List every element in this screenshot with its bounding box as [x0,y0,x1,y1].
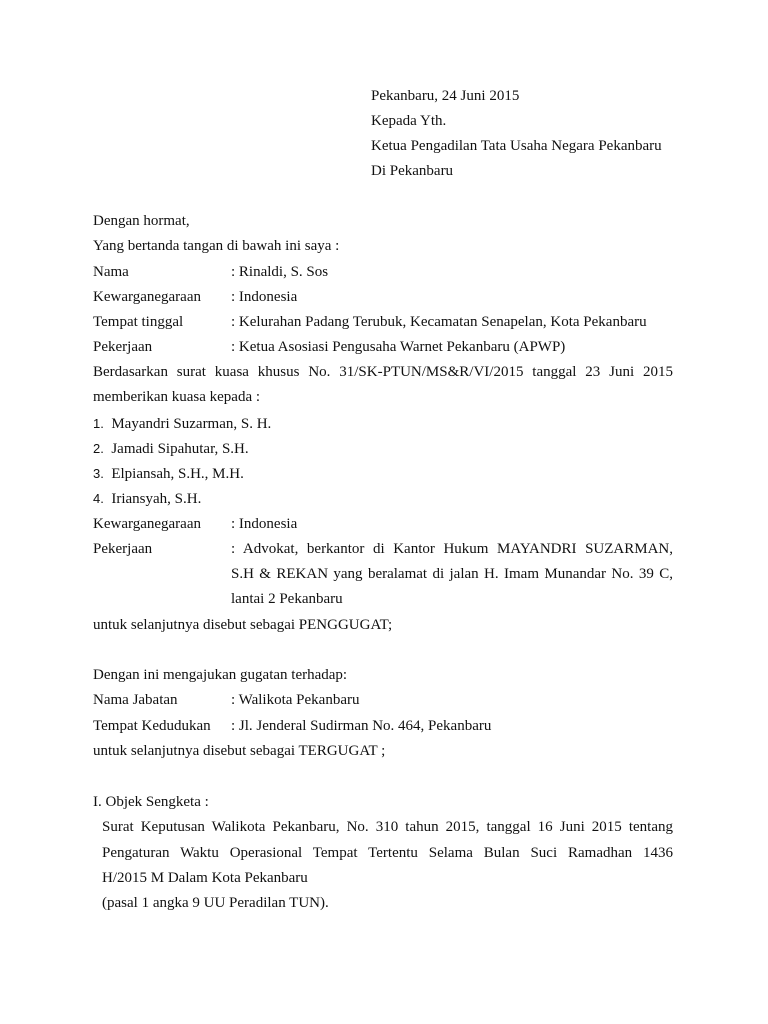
list-number: 2. [93,441,104,456]
defendant-position-label: Nama Jabatan [93,692,178,708]
defendant-seat-label: Tempat Kedudukan [93,718,211,734]
lawyer-citizenship-value: : Indonesia [231,516,298,532]
lawyer-item [93,440,249,458]
lawyer-item [93,465,244,483]
lawyer-item [93,415,271,433]
defendant-position-value: : Walikota Pekanbaru [231,692,360,708]
dispute-text-line-1: Surat Keputusan Walikota Pekanbaru, No. 310 tahun 2015, tanggal 16 Juni 2015 tentang [102,819,673,835]
lawyer-job-line-1: : Advokat, berkantor di Kantor Hukum MAYANDRI SUZARMAN, [231,541,673,557]
addressee-location: Di Pekanbaru [371,163,454,179]
lawyer-item [93,490,201,508]
lawyer-citizenship-label: Kewarganegaraan [93,516,201,532]
addressee-to: Kepada Yth. [371,113,447,129]
dispute-text-line-4: (pasal 1 angka 9 UU Peradilan TUN). [102,895,329,911]
list-number: 3. [93,466,104,481]
lawyer-job-label: Pekerjaan [93,541,153,557]
list-number: 4. [93,491,104,506]
lawyer-job-line-2: S.H & REKAN yang beralamat di jalan H. Imam Munandar No. 39 C, [231,566,673,582]
plaintiff-job-label: Pekerjaan [93,339,153,355]
plaintiff-citizenship-value: : Indonesia [231,289,298,305]
addressee-recipient: Ketua Pengadilan Tata Usaha Negara Pekanbaru [371,138,662,154]
poa-text-line-2: memberikan kuasa kepada : [93,389,261,405]
intro-text: Yang bertanda tangan di bawah ini saya : [93,238,340,254]
plaintiff-residence-label: Tempat tinggal [93,314,184,330]
lawyer-name: Mayandri Suzarman, S. H. [111,416,272,432]
poa-text-line-1: Berdasarkan surat kuasa khusus No. 31/SK-PTUN/MS&R/VI/2015 tanggal 23 Juni 2015 [93,364,673,380]
dispute-text-line-3: H/2015 M Dalam Kota Pekanbaru [102,870,308,886]
place-date: Pekanbaru, 24 Juni 2015 [371,88,520,104]
defendant-designation: untuk selanjutnya disebut sebagai TERGUGAT ; [93,743,386,759]
lawyer-job-line-3: lantai 2 Pekanbaru [231,591,343,607]
lawyer-name: Elpiansah, S.H., M.H. [111,466,244,482]
dispute-text-line-2: Pengaturan Waktu Operasional Tempat Tertentu Selama Bulan Suci Ramadhan 1436 [102,845,673,861]
salutation: Dengan hormat, [93,213,190,229]
defendant-seat-value: : Jl. Jenderal Sudirman No. 464, Pekanbaru [231,718,492,734]
list-number: 1. [93,416,104,431]
plaintiff-citizenship-label: Kewarganegaraan [93,289,201,305]
plaintiff-name-value: : Rinaldi, S. Sos [231,264,329,280]
dispute-heading: I. Objek Sengketa : [93,794,209,810]
defendant-intro: Dengan ini mengajukan gugatan terhadap: [93,667,348,683]
plaintiff-name-label: Nama [93,264,129,280]
lawyer-name: Iriansyah, S.H. [111,491,202,507]
plaintiff-job-value: : Ketua Asosiasi Pengusaha Warnet Pekanbaru (APWP) [231,339,566,355]
plaintiff-residence-value: : Kelurahan Padang Terubuk, Kecamatan Senapelan, Kota Pekanbaru [231,314,647,330]
plaintiff-designation: untuk selanjutnya disebut sebagai PENGGUGAT; [93,617,393,633]
lawyer-name: Jamadi Sipahutar, S.H. [111,441,249,457]
